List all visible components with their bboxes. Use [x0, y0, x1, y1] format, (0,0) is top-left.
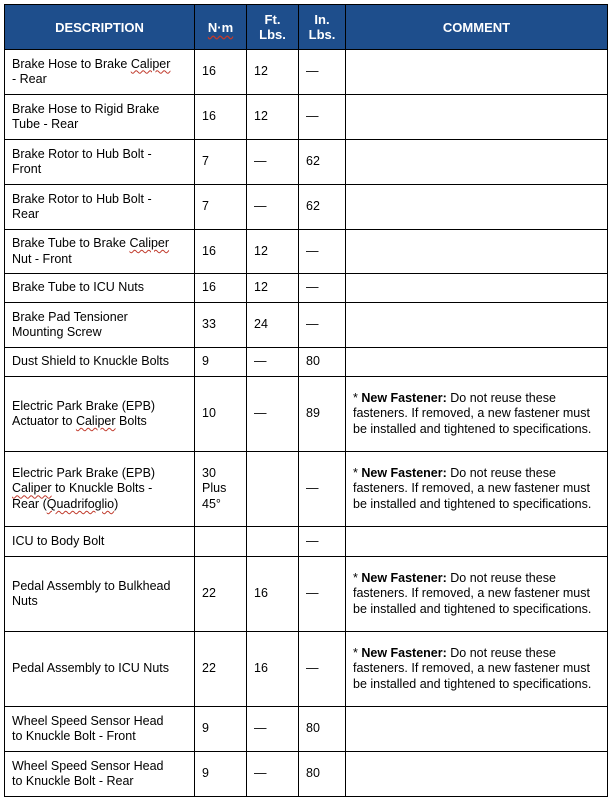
nm-cell: 16 [195, 95, 247, 140]
description-cell: ICU to Body Bolt [5, 527, 195, 557]
description-cell: Dust Shield to Knuckle Bolts [5, 348, 195, 377]
header-ft-lbs: Ft. Lbs. [247, 5, 299, 50]
comment-cell [346, 50, 608, 95]
ft-lbs-cell: 12 [247, 50, 299, 95]
in-lbs-cell: 80 [299, 348, 346, 377]
nm-cell: 16 [195, 50, 247, 95]
table-row [5, 230, 608, 274]
description-cell: Pedal Assembly to Bulkhead Nuts [5, 557, 195, 632]
table-row [5, 274, 608, 303]
comment-cell: * New Fastener: Do not reuse these fasteners. If removed, a new fastener must be installed and tightened to specifications. [346, 452, 608, 527]
nm-cell [195, 527, 247, 557]
comment-cell [346, 95, 608, 140]
in-lbs-cell: 62 [299, 185, 346, 230]
description-cell: Pedal Assembly to ICU Nuts [5, 632, 195, 707]
ft-lbs-cell [247, 527, 299, 557]
description-cell: Electric Park Brake (EPB) Caliper to Knuckle Bolts - Rear (Quadrifoglio) [5, 452, 195, 527]
comment-cell: * New Fastener: Do not reuse these fasteners. If removed, a new fastener must be installed and tightened to specifications. [346, 632, 608, 707]
table-row [5, 185, 608, 230]
table-row [5, 707, 608, 752]
in-lbs-cell: — [299, 50, 346, 95]
table-row [5, 95, 608, 140]
table-row [5, 632, 608, 707]
ft-lbs-cell: — [247, 348, 299, 377]
in-lbs-cell: — [299, 95, 346, 140]
table-row [5, 303, 608, 348]
nm-cell: 7 [195, 185, 247, 230]
nm-cell: 30 Plus 45° [195, 452, 247, 527]
comment-cell [346, 348, 608, 377]
ft-lbs-cell: 16 [247, 557, 299, 632]
comment-cell [346, 185, 608, 230]
nm-cell: 33 [195, 303, 247, 348]
in-lbs-cell: — [299, 557, 346, 632]
description-cell: Brake Tube to Brake Caliper Nut - Front [5, 230, 195, 274]
in-lbs-cell: — [299, 230, 346, 274]
description-cell: Brake Rotor to Hub Bolt - Front [5, 140, 195, 185]
table-row [5, 752, 608, 797]
ft-lbs-cell: — [247, 185, 299, 230]
in-lbs-cell: 80 [299, 752, 346, 797]
torque-spec-table [4, 4, 608, 797]
in-lbs-cell: — [299, 303, 346, 348]
comment-cell [346, 230, 608, 274]
description-cell: Brake Rotor to Hub Bolt - Rear [5, 185, 195, 230]
comment-cell: * New Fastener: Do not reuse these fasteners. If removed, a new fastener must be installed and tightened to specifications. [346, 377, 608, 452]
ft-lbs-cell: — [247, 752, 299, 797]
description-cell: Brake Pad Tensioner Mounting Screw [5, 303, 195, 348]
comment-cell [346, 140, 608, 185]
header-description: DESCRIPTION [5, 5, 195, 50]
table-row [5, 557, 608, 632]
header-comment: COMMENT [346, 5, 608, 50]
table-row [5, 50, 608, 95]
table-row [5, 348, 608, 377]
in-lbs-cell: — [299, 527, 346, 557]
nm-cell: 9 [195, 752, 247, 797]
header-nm: N·m [195, 5, 247, 50]
comment-cell [346, 707, 608, 752]
ft-lbs-cell: 12 [247, 230, 299, 274]
nm-cell: 22 [195, 632, 247, 707]
header-row [5, 5, 608, 50]
nm-cell: 10 [195, 377, 247, 452]
description-cell: Wheel Speed Sensor Head to Knuckle Bolt - Front [5, 707, 195, 752]
description-cell: Electric Park Brake (EPB) Actuator to Caliper Bolts [5, 377, 195, 452]
ft-lbs-cell [247, 452, 299, 527]
table-row [5, 140, 608, 185]
table-row [5, 377, 608, 452]
in-lbs-cell: 80 [299, 707, 346, 752]
ft-lbs-cell: — [247, 140, 299, 185]
description-cell: Wheel Speed Sensor Head to Knuckle Bolt - Rear [5, 752, 195, 797]
header-in-lbs: In. Lbs. [299, 5, 346, 50]
comment-cell [346, 274, 608, 303]
table-row [5, 452, 608, 527]
comment-cell [346, 303, 608, 348]
nm-cell: 7 [195, 140, 247, 185]
ft-lbs-cell: — [247, 377, 299, 452]
in-lbs-cell: 89 [299, 377, 346, 452]
comment-cell: * New Fastener: Do not reuse these fasteners. If removed, a new fastener must be installed and tightened to specifications. [346, 557, 608, 632]
nm-cell: 22 [195, 557, 247, 632]
description-cell: Brake Hose to Brake Caliper - Rear [5, 50, 195, 95]
ft-lbs-cell: 24 [247, 303, 299, 348]
in-lbs-cell: 62 [299, 140, 346, 185]
nm-cell: 16 [195, 274, 247, 303]
nm-cell: 9 [195, 707, 247, 752]
nm-cell: 9 [195, 348, 247, 377]
in-lbs-cell: — [299, 274, 346, 303]
ft-lbs-cell: 12 [247, 274, 299, 303]
nm-cell: 16 [195, 230, 247, 274]
description-cell: Brake Tube to ICU Nuts [5, 274, 195, 303]
comment-cell [346, 527, 608, 557]
ft-lbs-cell: 16 [247, 632, 299, 707]
description-cell: Brake Hose to Rigid Brake Tube - Rear [5, 95, 195, 140]
in-lbs-cell: — [299, 632, 346, 707]
in-lbs-cell: — [299, 452, 346, 527]
comment-cell [346, 752, 608, 797]
ft-lbs-cell: — [247, 707, 299, 752]
ft-lbs-cell: 12 [247, 95, 299, 140]
table-row [5, 527, 608, 557]
